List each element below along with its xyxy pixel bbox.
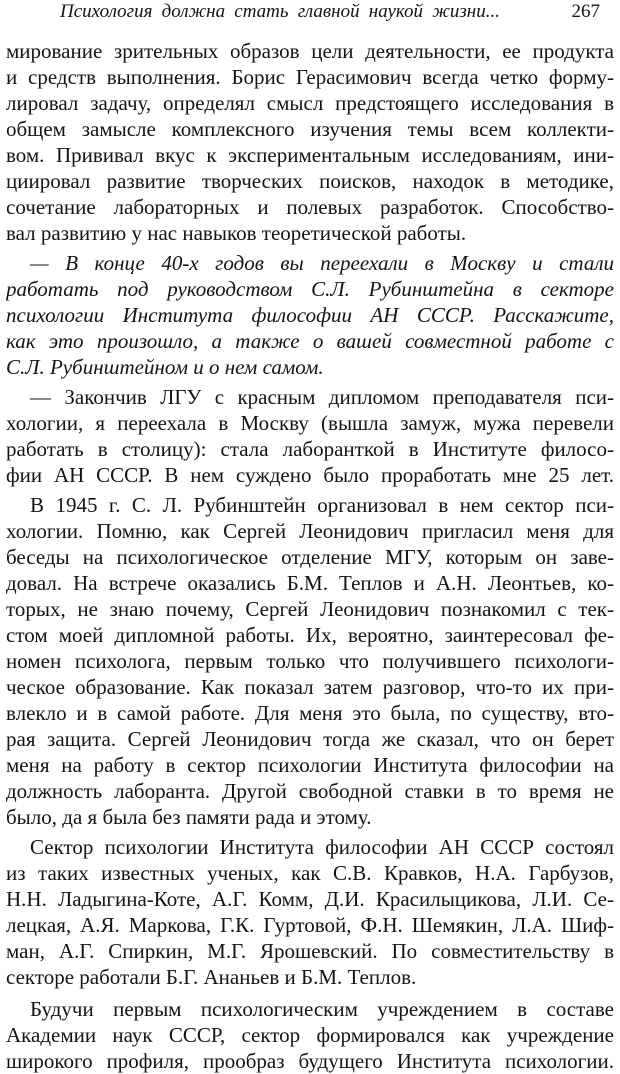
text-line: вал развитию у нас навыков теоретической работы. (6, 221, 467, 245)
text-line: номен психолога, первым только что получившего психологи- (6, 649, 614, 673)
text-line: Н.Н. Ладыгина-Коте, А.Г. Комм, Д.И. Красилыцикова, Л.И. Се- (6, 887, 614, 911)
text-line: стом моей дипломной работы. Их, вероятно, заинтересовал фе- (6, 623, 614, 647)
text-line: С.Л. Рубинштейном и о нем самом. (6, 355, 324, 379)
text-line: Будучи первым психологическим учреждением в составе (30, 997, 614, 1021)
text-line: Академии наук СССР, сектор формировался как учреждение (6, 1023, 614, 1047)
text-line: работать под руководством С.Л. Рубинштейна в секторе (6, 277, 614, 301)
running-head (60, 0, 600, 24)
text-line: работать в столицу): стала лаборанткой в Институте филосо- (6, 437, 614, 461)
text-line: довал. На встрече оказались Б.М. Теплов и А.Н. Леонтьев, ко- (6, 571, 614, 595)
text-line: общем замысле комплексного изучения темы всем коллекти- (6, 117, 614, 141)
interview-question (6, 250, 614, 380)
text-line: хологии. Помню, как Сергей Леонидович пригласил меня для (6, 519, 614, 543)
paragraph-3 (6, 384, 614, 488)
text-line: ческое образование. Как показал затем разговор, что-то их при- (6, 675, 614, 699)
text-line: из таких известных ученых, как С.В. Кравков, Н.А. Гарбузов, (6, 861, 614, 885)
text-line: широкого профиля, прообраз будущего Института психологии. (6, 1049, 614, 1073)
text-line: лировал задачу, определял смысл предстоящего исследования в (6, 91, 614, 115)
text-line: лецкая, А.Я. Маркова, Г.К. Гуртовой, Ф.Н. Шемякин, Л.А. Шиф- (6, 913, 614, 937)
text-line: циировал развитие творческих поисков, находок в методике, (6, 169, 614, 193)
paragraph-4 (6, 492, 614, 830)
text-line: сочетание лабораторных и полевых разработок. Способство- (6, 195, 614, 219)
text-line: рая защита. Сергей Леонидович тогда же сказал, что он берет (6, 727, 614, 751)
paragraph-6 (6, 996, 614, 1074)
text-line: как это произошло, а также о вашей совместной работе с (6, 329, 614, 353)
text-line: хологии, я переехала в Москву (вышла замуж, мужа перевели (6, 411, 614, 435)
text-line: ман, А.Г. Спиркин, М.Г. Ярошевский. По совместительству в (6, 939, 614, 963)
text-line: должность лаборанта. Другой свободной ставки в то время не (6, 779, 614, 803)
text-line: мирование зрительных образов цели деятельности, ее продукта (6, 39, 614, 63)
body-text (6, 38, 614, 1074)
text-line: — Закончив ЛГУ с красным дипломом преподавателя пси- (30, 385, 614, 409)
text-line: беседы на психологическое отделение МГУ, которым он заве- (6, 545, 614, 569)
text-line: торых, не знаю почему, Сергей Леонидович познакомил с тек- (6, 597, 614, 621)
text-line: и средств выполнения. Борис Герасимович всегда четко форму- (6, 65, 614, 89)
text-line: было, да я была без памяти рада и этому. (6, 805, 372, 829)
text-line: психологии Института философии АН СССР. Расскажите, (6, 303, 614, 327)
text-line: Сектор психологии Института философии АН СССР состоял (30, 835, 614, 859)
text-line: вом. Прививал вкус к экспериментальным исследованиям, ини- (6, 143, 614, 167)
running-title: Психология должна стать главной наукой жизни... (60, 1, 500, 22)
text-line: — В конце 40-х годов вы переехали в Москву и стали (30, 251, 614, 275)
text-line: секторе работали Б.Г. Ананьев и Б.М. Теплов. (6, 965, 417, 989)
paragraph-5 (6, 834, 614, 990)
text-line: влекло и в самой работе. Для меня это была, по существу, вто- (6, 701, 614, 725)
text-line: фии АН СССР. В нем суждено было проработать мне 25 лет. (6, 463, 614, 487)
page-number: 267 (571, 1, 600, 22)
text-line: меня на работу в сектор психологии Института философии на (6, 753, 614, 777)
text-line: В 1945 г. С. Л. Рубинштейн организовал в нем сектор пси- (30, 493, 614, 517)
paragraph-1 (6, 38, 614, 246)
